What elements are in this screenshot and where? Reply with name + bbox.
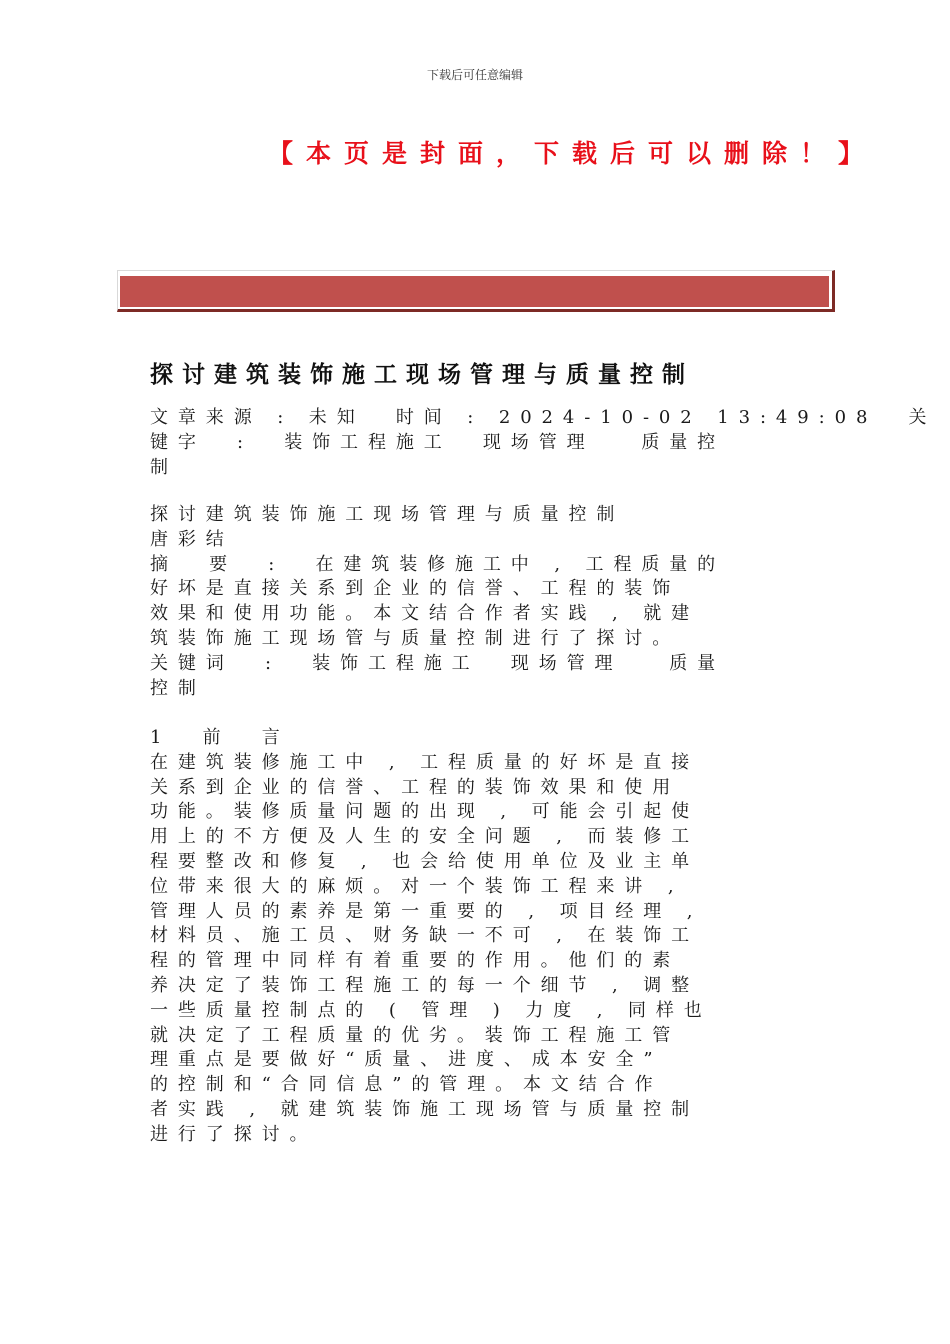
meta-line: 键字 : 装饰工程施工 现场管理 质量控 [150, 431, 726, 453]
body-line: 进行了探讨。 [150, 1123, 318, 1145]
body-line: 位带来很大的麻烦。对一个装饰工程来讲 , [150, 875, 684, 897]
abstract-line: 控制 [150, 677, 206, 699]
body-line: 用上的不方便及人生的安全问题 , 而装修工 [150, 826, 700, 848]
body-line: 材料员、施工员、财务缺一不可 , 在装饰工 [150, 925, 700, 947]
abstract-line: 唐彩结 [150, 528, 234, 550]
body-line: 理重点是要做好“质量、进度、成本安全” [150, 1049, 663, 1071]
title-banner [120, 276, 829, 307]
body-line: 一些质量控制点的 ( 管理 ) 力度 , 同样也 [150, 999, 712, 1021]
article-meta [150, 406, 937, 480]
abstract-line: 效果和使用功能。本文结合作者实践 , 就建 [150, 603, 700, 625]
abstract-line: 探讨建筑装饰施工现场管理与质量控制 [150, 504, 625, 525]
abstract-line: 摘 要 : 在建筑装修施工中 , 工程质量的 [150, 553, 726, 575]
abstract-line: 关键词 : 装饰工程施工 现场管理 质量 [150, 652, 726, 674]
body-section [150, 726, 790, 1148]
section-heading: 1 前 言 [150, 727, 290, 748]
body-line: 管理人员的素养是第一重要的 , 项目经理 , [150, 900, 703, 922]
body-line: 在建筑装修施工中 , 工程质量的好坏是直接 [150, 751, 700, 773]
header-note: 下载后可任意编辑 [426, 68, 523, 82]
body-line: 程要整改和修复 , 也会给使用单位及业主单 [150, 850, 700, 872]
body-line: 就决定了工程质量的优劣。装饰工程施工管 [150, 1024, 681, 1046]
abstract-line: 好坏是直接关系到企业的信誉、工程的装饰 [150, 578, 681, 600]
body-line: 养决定了装饰工程施工的每一个细节 , 调整 [150, 974, 700, 996]
abstract-section [150, 503, 790, 701]
body-line: 者实践 , 就建筑装饰施工现场管与质量控制 [150, 1098, 700, 1120]
body-line: 的控制和“合同信息”的管理。本文结合作 [150, 1074, 663, 1096]
abstract-line: 筑装饰施工现场管与质量控制进行了探讨。 [150, 627, 681, 649]
meta-line: 文章来源 : 未知 时间 : 2024-10-02 13:49:08 关 [150, 407, 937, 428]
body-line: 关系到企业的信誉、工程的装饰效果和使用 [150, 776, 681, 798]
document-title: 探讨建筑装饰施工现场管理与质量控制 [150, 362, 694, 388]
body-line: 功能。装修质量问题的出现 , 可能会引起使 [150, 801, 700, 823]
cover-notice: 【本页是封面，下载后可以删除！】 [268, 139, 877, 168]
body-line: 程的管理中同样有着重要的作用。他们的素 [150, 950, 681, 972]
meta-line: 制 [150, 456, 178, 478]
